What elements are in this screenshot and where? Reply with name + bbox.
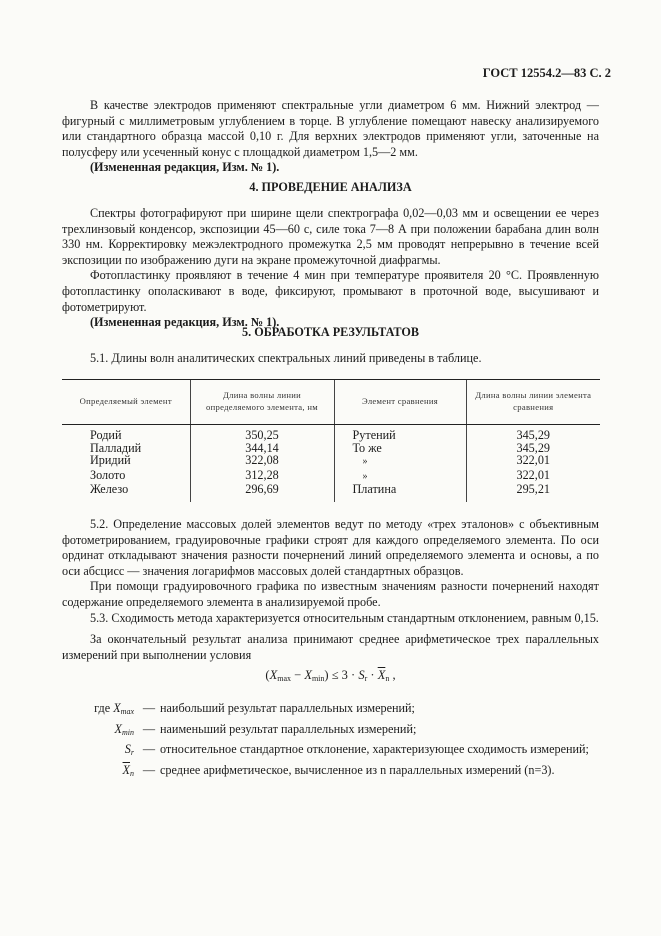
edit-note: (Измененная редакция, Изм. № 1). (90, 160, 280, 175)
clause-5-1-text: 5.1. Длины волн аналитических спектральных линий приведены в таблице. (90, 351, 482, 365)
ditto-mark: » (362, 456, 368, 468)
ditto-mark: » (362, 470, 368, 482)
table-cell: Рутений (334, 425, 466, 442)
table-cell: 350,25 (190, 425, 334, 442)
clause-5-3-text: 5.3. Сходимость метода характеризуется относительным стандартным отклонением, равным 0,15. (90, 610, 599, 625)
column-header: Длина волны линии элемента сравнения (466, 380, 600, 425)
table-cell: Железо (90, 482, 129, 497)
table-row (62, 483, 600, 502)
clause-5-1 (62, 351, 599, 367)
legend-row: $S_r$ — относительное стандартное отклонение, характеризующее сходимость измерений; (124, 742, 589, 758)
formula-legend (90, 700, 610, 782)
table-cell: 322,08 (190, 454, 334, 469)
column-header: Определяемый элемент (62, 380, 190, 425)
table-cell: 296,69 (190, 483, 334, 502)
table-cell: Платина (334, 483, 466, 502)
electrodes-paragraph: В качестве электродов применяют спектральные угли диаметром 6 мм. Нижний электрод — фигурный с миллиметровым углублением в торце. В углубление помещают навеску анализируемого или стандартного образца массой 0,10 г. Для верхних электродов применяют угли, заточенные на полусферу или усеченный конус с площадкой диаметром 1,5—2 мм. (62, 98, 599, 159)
column-header: Элемент сравнения (334, 380, 466, 425)
section-5-title: 5. ОБРАБОТКА РЕЗУЛЬТАТОВ (242, 325, 419, 339)
convergence-formula: $(X_{max} - X_{min}) \le 3 \cdot S_r \cdot \overline{X}_n$ , (265, 668, 396, 683)
table-row (62, 454, 600, 469)
table-cell: 322,01 (466, 469, 600, 484)
table-cell: 322,01 (466, 454, 600, 469)
table-cell: Палладий (90, 440, 142, 455)
intro-block (62, 98, 599, 176)
clauses-5-2-5-3 (62, 517, 599, 663)
legend-row: где $X_{max}$ — наибольший результат параллельных измерений; (94, 701, 415, 716)
table-cell (334, 469, 466, 484)
clause-5-2-text: 5.2. Определение массовых долей элементов ведут по методу «трех эталонов» с объективным фотометрированием, градуировочные графики строят для каждого определяемого элемента. По оси ординат откладывают значения разности почернений линий определяемого элемента и основы, а по оси абсцисс — значения логарифмов массовых долей стандартных образцов. (62, 517, 599, 578)
table-row (62, 425, 600, 442)
table-cell (334, 454, 466, 469)
table-header-row (62, 380, 600, 425)
spectra-paragraph: Спектры фотографируют при ширине щели спектрографа 0,02—0,03 мм и освещении ее через трехлинзовый конденсор, экспозиции 45—60 с, силе тока 7—8 А при положении барабана длин волн 330 нм. Корректировку межэлектродного промежутка 2,5 мм проводят непрерывно в течение всей экспозиции по изображению дуги на экране промежуточной диафрагмы. (62, 206, 599, 267)
table-row (62, 469, 600, 484)
wavelength-table (62, 379, 600, 502)
table-cell: 345,29 (466, 442, 600, 455)
document-reference: ГОСТ 12554.2—83 С. 2 (482, 66, 611, 80)
table-cell: 295,21 (466, 483, 600, 502)
section-4-block (62, 206, 599, 331)
table-cell: 312,28 (190, 469, 334, 484)
photoplate-paragraph: Фотопластинку проявляют в течение 4 мин при температуре проявителя 20 °С. Проявленную фотопластинку ополаскивают в воде, фиксируют, промывают в проточной воде, высушивают и фотометрируют. (62, 268, 599, 314)
table-cell: 344,14 (190, 442, 334, 455)
table-cell: 345,29 (466, 425, 600, 442)
table-cell: Золото (90, 467, 126, 482)
legend-row: $\overline{X}_n$ — среднее арифметическое, вычисленное из n параллельных измерений (n=3). (122, 762, 555, 778)
table-cell: Иридий (90, 453, 131, 468)
column-header: Длина волны линии определяемого элемента, нм (190, 380, 334, 425)
section-4-title: 4. ПРОВЕДЕНИЕ АНАЛИЗА (249, 180, 412, 194)
table-cell: То же (334, 442, 466, 455)
table-cell: Родий (90, 428, 122, 442)
final-result-paragraph: За окончательный результат анализа принимают среднее арифметическое трех параллельных измерений при выполнении условия (62, 632, 599, 662)
legend-row: $X_{min}$ — наименьший результат параллельных измерений; (114, 721, 417, 737)
calibration-paragraph: При помощи градуировочного графика по известным значениям разности почернений находят содержание определяемого элемента в анализируемой пробе. (62, 579, 599, 609)
edit-note: (Измененная редакция, Изм. № 1). (90, 315, 280, 330)
